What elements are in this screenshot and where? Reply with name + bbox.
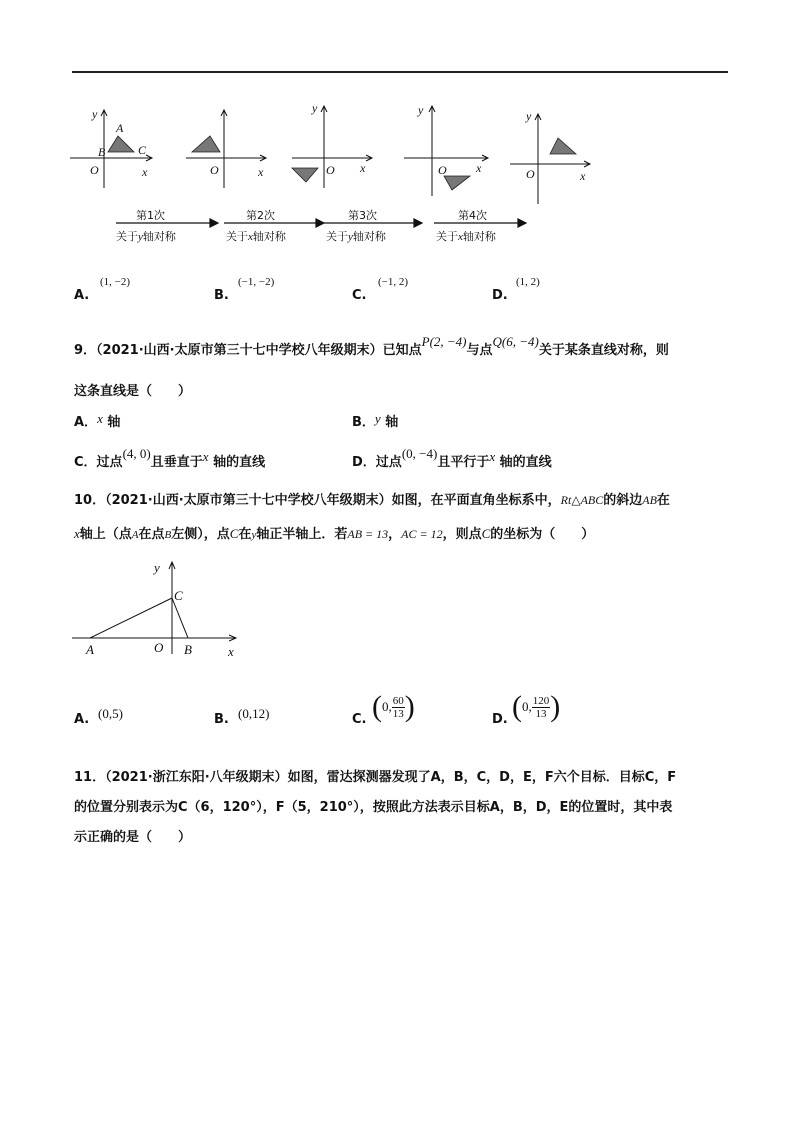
step1-top: 第1次 xyxy=(136,209,165,222)
point-c-label: C xyxy=(138,143,147,157)
q8-option-a-value: (1, −2) xyxy=(100,276,131,288)
origin-label: O xyxy=(90,163,99,177)
triangle-original xyxy=(108,136,134,152)
axis-x-label: x xyxy=(142,165,148,179)
q10-option-c-label: C. xyxy=(352,712,367,727)
point-b-label: B xyxy=(98,145,106,159)
q10-option-c-value: (0, $\frac{60}{13}$ ) xyxy=(372,690,415,723)
origin-label: O xyxy=(326,163,335,177)
point-a-label: A xyxy=(116,121,124,135)
q8-option-a-label: A. xyxy=(74,288,90,303)
q10-option-b-value: (0,12) xyxy=(238,706,270,721)
triangle-step4 xyxy=(550,138,576,154)
step2-top: 第2次 xyxy=(246,209,275,222)
q9-option-c: C．过点(4, 0)且垂直于x 轴的直线 xyxy=(74,446,266,470)
q10-option-a-value: (0,5) xyxy=(98,706,123,721)
q9-option-a: A．x 轴 xyxy=(74,411,121,430)
q9-line2: 这条直线是（ ） xyxy=(74,384,192,399)
q8-option-c-label: C. xyxy=(352,288,367,303)
step3-bottom: 关于y轴对称 xyxy=(326,230,386,243)
q10-point-c-label: C xyxy=(174,588,183,603)
q10-point-b-label: B xyxy=(184,642,192,657)
step4-top: 第4次 xyxy=(458,209,487,222)
axis-y-label: y xyxy=(418,103,424,117)
q10-figure xyxy=(66,558,256,662)
q10-line1: 10．（2021·山西·太原市第三十七中学校八年级期末）如图，在平面直角坐标系中，Rt△ABC的斜边AB在 xyxy=(74,493,670,508)
axis-y-label: y xyxy=(92,107,98,121)
q10-option-d-label: D. xyxy=(492,712,508,727)
q10-axis-x-label: x xyxy=(228,644,234,659)
triangle-step1 xyxy=(192,136,220,152)
origin-label: O xyxy=(438,163,447,177)
q11-line3: 示正确的是（ ） xyxy=(74,830,192,845)
q10-option-d-value: (0, $\frac{120}{13}$ ) xyxy=(512,690,561,723)
q9-line1: 9．（2021·山西·太原市第三十七中学校八年级期末）已知点P(2, −4)与点Q(6, −4)关于某条直线对称，则 xyxy=(74,334,669,358)
triangle-step3 xyxy=(444,176,470,190)
q10-option-b-label: B. xyxy=(214,712,229,727)
q9-option-b: B．y 轴 xyxy=(352,411,399,430)
axis-x-label: x xyxy=(258,165,264,179)
origin-label: O xyxy=(210,163,219,177)
q9-option-d: D．过点(0, −4)且平行于x 轴的直线 xyxy=(352,446,552,470)
q8-option-c-value: (−1, 2) xyxy=(378,276,409,288)
q10-point-a-label: A xyxy=(86,642,94,657)
axis-x-label: x xyxy=(580,169,586,183)
axis-y-label: y xyxy=(526,109,532,123)
step1-bottom: 关于y轴对称 xyxy=(116,230,176,243)
triangle-step2 xyxy=(292,168,318,182)
header-rule xyxy=(72,71,728,73)
q10-option-a-label: A. xyxy=(74,712,90,727)
step4-bottom: 关于x轴对称 xyxy=(436,230,496,243)
axis-y-label: y xyxy=(312,101,318,115)
q11-line1: 11．（2021·浙江东阳·八年级期末）如图，雷达探测器发现了A，B，C，D，E，F六个目标．目标C，F xyxy=(74,770,677,785)
axis-x-label: x xyxy=(476,161,482,175)
step3-top: 第3次 xyxy=(348,209,377,222)
q10-axis-y-label: y xyxy=(154,560,160,575)
q8-option-d-label: D. xyxy=(492,288,508,303)
q8-option-b-label: B. xyxy=(214,288,229,303)
axis-x-label: x xyxy=(360,161,366,175)
q11-line2: 的位置分别表示为C（6，120°），F（5，210°），按照此方法表示目标A，B，D，E的位置时，其中表 xyxy=(74,800,673,815)
q8-option-d-value: (1, 2) xyxy=(516,276,540,288)
origin-label: O xyxy=(526,167,535,181)
q8-option-b-value: (−1, −2) xyxy=(238,276,275,288)
step2-bottom: 关于x轴对称 xyxy=(226,230,286,243)
q10-line2: x轴上（点A在点B左侧），点C在y轴正半轴上．若AB = 13，AC = 12，则点C的坐标为（ ） xyxy=(74,526,595,542)
q10-origin-label: O xyxy=(154,640,164,655)
